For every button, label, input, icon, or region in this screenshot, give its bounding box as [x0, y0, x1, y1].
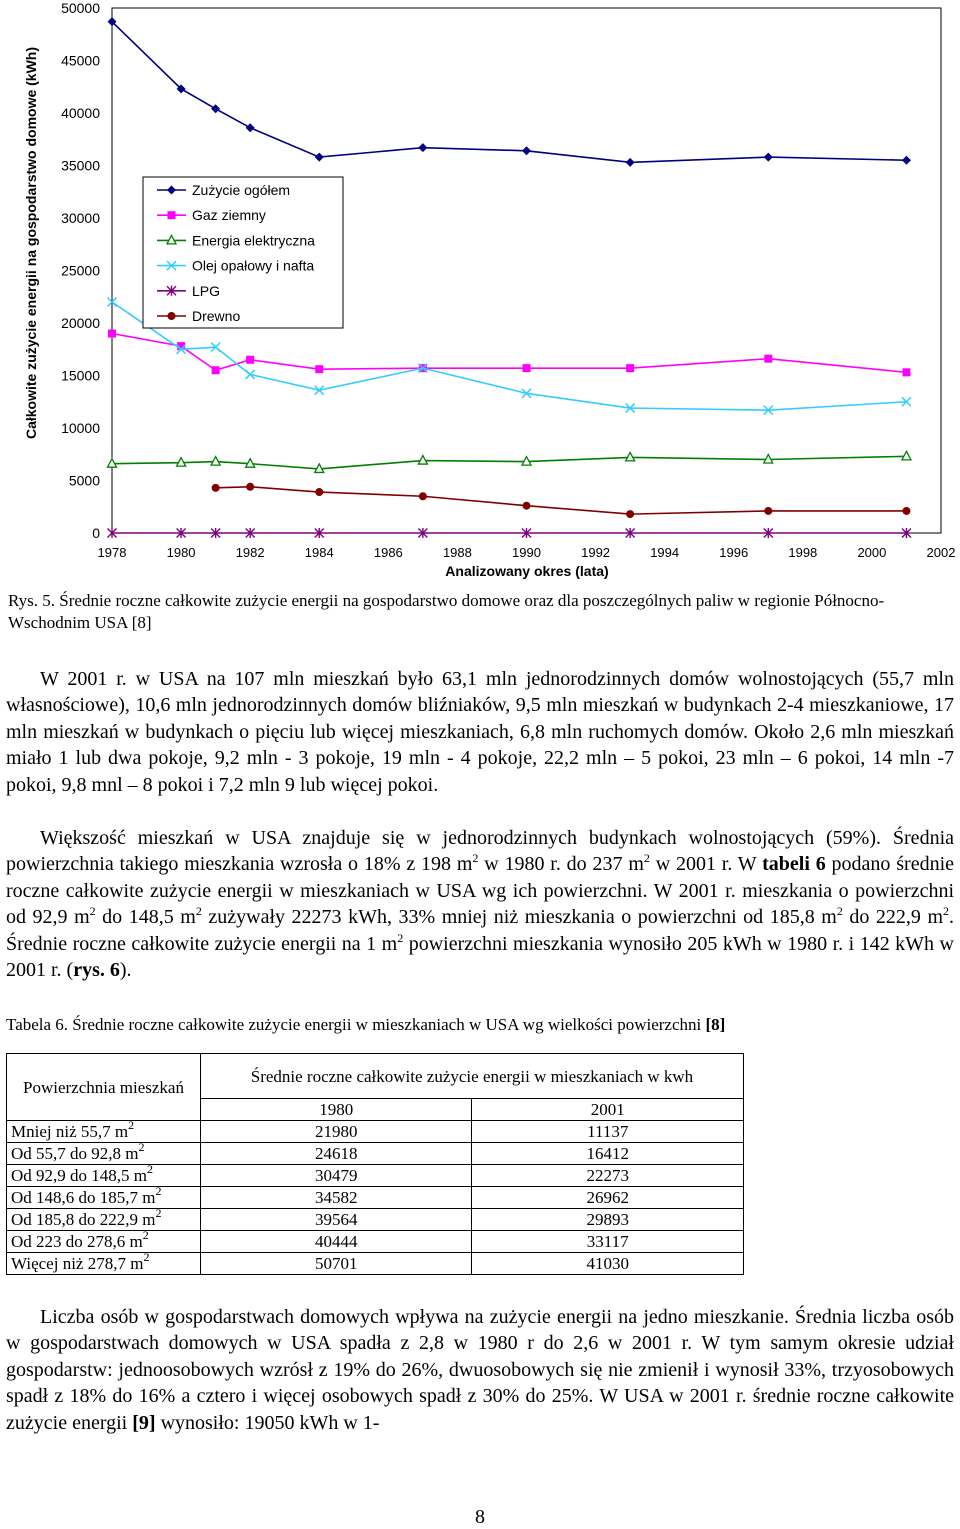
- data-point: [523, 364, 531, 372]
- data-point: [108, 330, 116, 338]
- x-tick-label: 1984: [304, 545, 334, 560]
- chart-legend: [143, 177, 343, 328]
- paragraph-3: [6, 1304, 954, 1436]
- area-text: Więcej niż 278,7 m: [11, 1254, 144, 1273]
- col-header-area: Powierzchnia mieszkań: [7, 1054, 201, 1121]
- value-1980: 50701: [200, 1253, 472, 1275]
- y-tick-label: 30000: [61, 210, 100, 226]
- x-axis-ticks: [98, 545, 956, 560]
- p2-sup: 2: [943, 904, 950, 919]
- p2-text: do 148,5 m: [95, 906, 196, 929]
- data-point: [902, 451, 911, 460]
- data-point: [902, 368, 910, 376]
- paragraph-2: [6, 825, 954, 983]
- y-tick-label: 50000: [61, 0, 100, 16]
- y-tick-label: 10000: [61, 420, 100, 436]
- x-tick-label: 1990: [512, 545, 541, 560]
- value-1980: 21980: [200, 1121, 472, 1143]
- table-6-reference: tabeli 6: [762, 853, 826, 876]
- paragraph-1: [6, 666, 954, 798]
- y-tick-label: 25000: [61, 262, 100, 279]
- value-2001: 22273: [472, 1165, 744, 1187]
- value-2001: 33117: [472, 1231, 744, 1253]
- value-2001: 11137: [472, 1121, 744, 1143]
- area-sup: 2: [155, 1184, 162, 1198]
- y-tick-label: 45000: [61, 52, 100, 69]
- data-point: [419, 492, 427, 500]
- x-tick-label: 1994: [650, 545, 680, 560]
- table-row: [7, 1165, 744, 1187]
- table-row: [7, 1209, 744, 1231]
- area-text: Mniej niż 55,7 m: [11, 1122, 129, 1141]
- p2-text: zużywały 22273 kWh, 33% mniej niż mieszkania o powierzchni od 185,8 m: [201, 906, 837, 929]
- ref-9: [9]: [132, 1411, 156, 1434]
- figure-caption: [8, 590, 952, 634]
- p2-sup: 2: [643, 851, 650, 866]
- data-point: [626, 158, 635, 167]
- table-row: [7, 1253, 744, 1275]
- col-header-group: Średnie roczne całkowite zużycie energii w mieszkaniach w kwh: [200, 1054, 743, 1099]
- x-tick-label: 1986: [373, 545, 403, 560]
- page-number: 8: [475, 1506, 485, 1528]
- series-line: [112, 456, 906, 469]
- data-point: [764, 507, 772, 515]
- table-caption-ref: [8]: [705, 1015, 726, 1034]
- legend-label: Zużycie ogółem: [192, 182, 291, 198]
- series-line: [112, 334, 906, 373]
- x-tick-label: 1998: [788, 545, 818, 560]
- legend-label: Drewno: [192, 308, 241, 324]
- row-area-label: [7, 1140, 201, 1165]
- y-tick-label: 40000: [61, 105, 100, 121]
- area-sup: 2: [155, 1206, 162, 1220]
- row-area-label: [7, 1118, 201, 1143]
- series-line: [112, 22, 906, 163]
- row-area-label: [7, 1184, 201, 1209]
- x-tick-label: 1988: [442, 545, 472, 560]
- data-point: [246, 483, 254, 491]
- data-point: [902, 507, 910, 515]
- p2-sup: 2: [472, 851, 479, 866]
- area-sup: 2: [142, 1228, 149, 1242]
- data-point: [212, 484, 220, 492]
- table-row: [7, 1143, 744, 1165]
- y-tick-label: 0: [92, 525, 100, 541]
- series-gaz-ziemny: [108, 330, 910, 377]
- energy-by-area-table: [6, 1053, 744, 1275]
- value-1980: 40444: [200, 1231, 472, 1253]
- y-axis-ticks: [61, 0, 100, 541]
- col-header-2001: 2001: [472, 1099, 744, 1121]
- row-area-label: [7, 1206, 201, 1231]
- table-row: [7, 1187, 744, 1209]
- y-tick-label: 35000: [61, 157, 100, 174]
- figure-caption-text: Średnie roczne całkowite zużycie energii na gospodarstwo domowe oraz dla poszczególnych paliw w regionie Północno-Wschodnim USA [8]: [8, 591, 885, 632]
- p2-text: Większość mieszkań w USA znajduje się w jednorodzinnych budynkach wolnostojących (59%). Średnia powierzchnia takiego mieszkania wzrosła o 18% z 198 m: [6, 827, 954, 876]
- legend-label: Energia elektryczna: [192, 232, 315, 249]
- value-2001: 16412: [472, 1143, 744, 1165]
- table-row: [7, 1121, 744, 1143]
- data-point: [523, 502, 531, 510]
- p2-sup: 2: [89, 904, 96, 919]
- data-point: [246, 356, 254, 364]
- row-area-label: [7, 1162, 201, 1187]
- data-point: [211, 104, 220, 113]
- data-point: [168, 211, 176, 219]
- paragraph-1-text: W 2001 r. w USA na 107 mln mieszkań było 63,1 mln jednorodzinnych domów wolnostojących (55,7 mln własnościowe), 10,6 mln jednorodzinnych domów bliźniaków, 9,5 mln mieszkań w budynkach 2-4 mieszkaniowe, 17 mln mieszkań w budynkach o pięciu lub więcej mieszkaniach, 6,8 mln ruchomych domów. Około 2,6 mln mieszkań miało 1 lub dwa pokoje, 9,2 mln - 3 pokoje, 19 mln - 4 pokoje, 22,2 mln – 5 pokoi, 23 mln – 6 pokoi, 14 mln -7 pokoi, 9,8 mnl – 8 pokoi i 7,2 mln 9 lub więcej pokoi.: [6, 668, 954, 796]
- y-axis-title: Całkowite zużycie energii na gospodarstwo domowe (kWh): [23, 46, 39, 440]
- data-point: [626, 510, 634, 518]
- table-caption: [6, 1014, 954, 1036]
- area-text: Od 55,7 do 92,8 m: [11, 1144, 139, 1163]
- area-sup: 2: [128, 1118, 135, 1132]
- p2-text: w 1980 r. do 237 m: [478, 853, 644, 876]
- p2-text: powierzchni mieszkania wynosiło 205 kWh w 1980 r. i 142 kWh w 2001 r. (: [6, 932, 954, 982]
- p2-text: ).: [119, 959, 132, 982]
- x-tick-label: 1992: [581, 545, 611, 560]
- legend-label: LPG: [192, 282, 221, 299]
- table-row: [7, 1231, 744, 1253]
- area-text: Od 148,6 do 185,7 m: [11, 1188, 156, 1207]
- col-header-1980: 1980: [200, 1099, 472, 1121]
- area-sup: 2: [147, 1162, 153, 1176]
- data-point: [315, 488, 323, 496]
- series-drewno: [212, 483, 911, 518]
- p3-text: wynosiło: 19050 kWh w 1-: [155, 1411, 380, 1434]
- figure-caption-prefix: Rys. 5.: [8, 591, 56, 610]
- table-header-row: [7, 1054, 744, 1099]
- x-axis-title: Analizowany okres (lata): [445, 563, 609, 579]
- data-point: [168, 312, 176, 320]
- x-tick-label: 2002: [926, 545, 956, 560]
- value-1980: 34582: [200, 1187, 472, 1209]
- data-point: [764, 355, 772, 363]
- p3-text: Liczba osób w gospodarstwach domowych wpływa na zużycie energii na jedno mieszkanie. Średnia liczba osób w gospodarstwach domowych w USA spadła z 2,8 w 1980 r do 2,6 w 2001 r. W tym samym okresie udział gospodarstw: jednoosobowych wzrósł z 19% do 26%, dwuosobowych się nie zmienił i wynosił 33%, trzyosobowych spadł z 18% do 16% a cztero i więcej osobowych spadł z 30% do 25%. W USA w 2001 r. średnie roczne całkowite zużycie energii: [6, 1306, 954, 1434]
- y-tick-label: 15000: [61, 367, 100, 384]
- series-lpg: [108, 528, 911, 538]
- x-tick-label: 2000: [857, 545, 887, 560]
- data-point: [315, 153, 324, 162]
- p2-sup: 2: [836, 904, 843, 919]
- p2-text: w 2001 r. W: [649, 853, 763, 876]
- legend-label: Gaz ziemny: [192, 207, 266, 224]
- data-point: [315, 365, 323, 373]
- x-tick-label: 1978: [97, 545, 127, 560]
- p2-text: do 222,9 m: [842, 906, 944, 929]
- y-tick-label: 20000: [61, 315, 100, 331]
- x-tick-label: 1980: [166, 545, 196, 560]
- data-point: [902, 156, 911, 165]
- p2-sup: 2: [195, 904, 202, 919]
- row-area-label: [7, 1228, 201, 1253]
- data-point: [212, 366, 220, 374]
- value-2001: 26962: [472, 1187, 744, 1209]
- data-point: [246, 123, 255, 132]
- series-zu-ycie-og-em: [108, 17, 911, 167]
- data-point: [522, 146, 531, 155]
- p2-sup: 2: [397, 930, 404, 945]
- area-text: Od 185,8 do 222,9 m: [11, 1210, 156, 1229]
- table-caption-text: Tabela 6. Średnie roczne całkowite zużycie energii w mieszkaniach w USA wg wielkości powierzchni: [6, 1015, 706, 1034]
- value-1980: 24618: [200, 1143, 472, 1165]
- figure-6-reference: rys. 6: [73, 959, 120, 982]
- value-1980: 39564: [200, 1209, 472, 1231]
- data-point: [626, 364, 634, 372]
- area-text: Od 223 do 278,6 m: [11, 1232, 143, 1251]
- series-energia-elektryczna: [108, 451, 911, 472]
- row-area-label: [7, 1250, 201, 1275]
- x-tick-label: 1996: [719, 545, 749, 560]
- legend-label: Olej opałowy i nafta: [192, 257, 315, 274]
- p2-text: . Średnie roczne całkowite zużycie energii na 1 m: [6, 906, 955, 955]
- y-tick-label: 5000: [68, 472, 100, 489]
- value-2001: 41030: [472, 1253, 744, 1275]
- data-point: [211, 457, 220, 466]
- energy-consumption-chart: [0, 0, 960, 582]
- value-2001: 29893: [472, 1209, 744, 1231]
- value-1980: 30479: [200, 1165, 472, 1187]
- x-tick-label: 1982: [235, 545, 265, 560]
- area-sup: 2: [143, 1250, 150, 1264]
- data-point: [418, 143, 427, 152]
- area-text: Od 92,9 do 148,5 m: [11, 1166, 147, 1185]
- area-sup: 2: [138, 1140, 145, 1154]
- p2-text: podano średnie roczne całkowite zużycie energii w mieszkaniach w USA wg ich powierzchni. W 2001 r. mieszkania o powierzchni od 92,9 m: [6, 853, 955, 929]
- data-point: [764, 153, 773, 162]
